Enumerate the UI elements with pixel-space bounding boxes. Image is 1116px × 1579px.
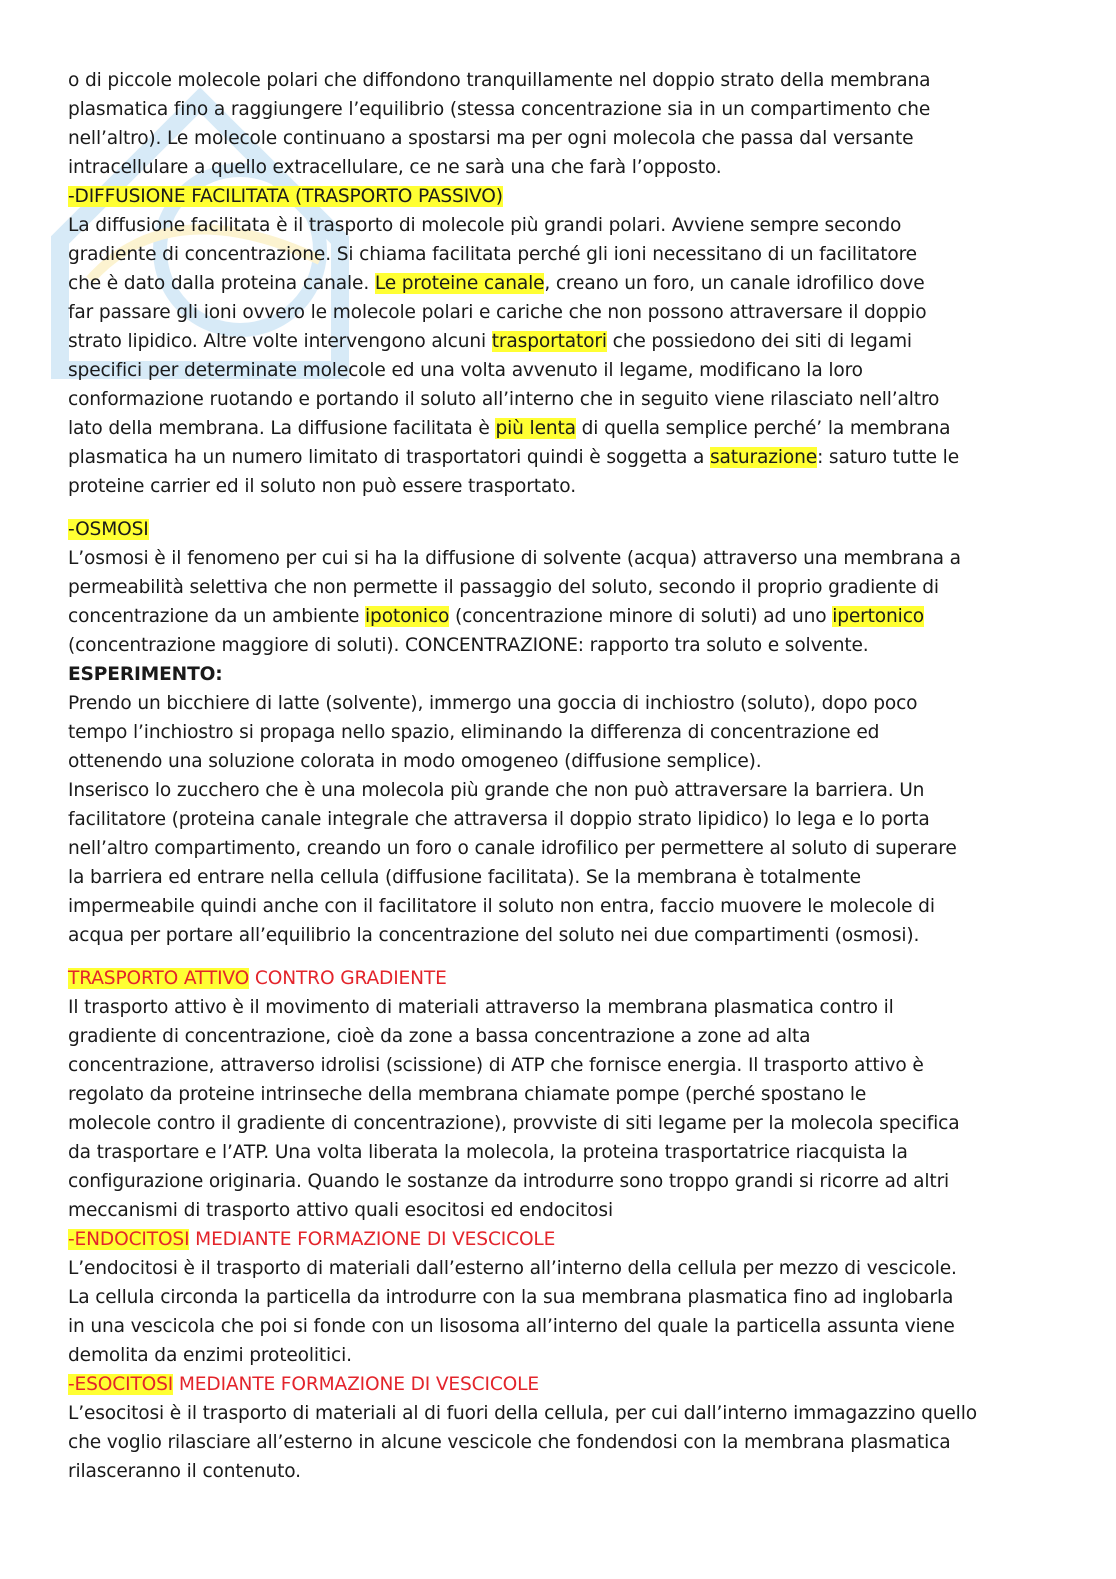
text-line: ottenendo una soluzione colorata in modo omogeneo (diffusione semplice). xyxy=(68,751,762,772)
highlight-piu-lenta: più lenta xyxy=(495,418,576,439)
text-line: demolita da enzimi proteolitici. xyxy=(68,1345,352,1366)
highlight-ipertonico: ipertonico xyxy=(832,606,924,627)
text-line: regolato da proteine intrinseche della membrana chiamate pompe (perché spostano le xyxy=(68,1084,867,1105)
text-line: L’osmosi è il fenomeno per cui si ha la diffusione di solvente (acqua) attraverso una membrana a xyxy=(68,548,961,569)
document-page xyxy=(68,66,1052,1486)
section-heading-esocitosi: -ESOCITOSI MEDIANTE FORMAZIONE DI VESCICOLE xyxy=(68,1374,539,1395)
text-line: che è dato dalla proteina canale. Le proteine canale, creano un foro, un canale idrofilico dove xyxy=(68,273,925,294)
text-line: Prendo un bicchiere di latte (solvente), immergo una goccia di inchiostro (soluto), dopo poco xyxy=(68,693,918,714)
text-line: che voglio rilasciare all’esterno in alcune vescicole che fondendosi con la membrana plasmatica xyxy=(68,1432,951,1453)
text-line: conformazione ruotando e portando il soluto all’interno che in seguito viene rilasciato nell’altro xyxy=(68,389,940,410)
heading-highlight: -ESOCITOSI xyxy=(68,1374,174,1395)
text-line: La diffusione facilitata è il trasporto di molecole più grandi polari. Avviene sempre secondo xyxy=(68,215,902,236)
text-line: (concentrazione maggiore di soluti). CONCENTRAZIONE: rapporto tra soluto e solvente. xyxy=(68,635,869,656)
text-line: Il trasporto attivo è il movimento di materiali attraverso la membrana plasmatica contro il xyxy=(68,997,894,1018)
text-line: concentrazione da un ambiente ipotonico (concentrazione minore di soluti) ad uno ipertonico xyxy=(68,606,924,627)
section-heading-diffusione-facilitata xyxy=(68,182,1052,211)
heading-highlight: -OSMOSI xyxy=(68,519,149,540)
text-line: far passare gli ioni ovvero le molecole polari e cariche che non possono attraversare il doppio xyxy=(68,302,927,323)
text-line: strato lipidico. Altre volte intervengono alcuni trasportatori che possiedono dei siti di legami xyxy=(68,331,912,352)
text-line: Inserisco lo zucchero che è una molecola più grande che non può attraversare la barriera. Un xyxy=(68,780,925,801)
text-line: specifici per determinate molecole ed una volta avvenuto il legame, modificano la loro xyxy=(68,360,863,381)
text-line: proteine carrier ed il soluto non può essere trasportato. xyxy=(68,476,576,497)
section-heading-osmosi xyxy=(68,515,1052,544)
intro-line: intracellulare a quello extracellulare, ce ne sarà una che farà l’opposto. xyxy=(68,157,722,178)
intro-line: nell’altro). Le molecole continuano a spostarsi ma per ogni molecola che passa dal versante xyxy=(68,128,914,149)
text-line: facilitatore (proteina canale integrale che attraversa il doppio strato lipidico) lo lega e lo porta xyxy=(68,809,930,830)
text-line: plasmatica ha un numero limitato di trasportatori quindi è soggetta a saturazione: saturo tutte le xyxy=(68,447,959,468)
text-line: L’esocitosi è il trasporto di materiali al di fuori della cellula, per cui dall’interno immagazzino quello xyxy=(68,1403,977,1424)
text-line: La cellula circonda la particella da introdurre con la sua membrana plasmatica fino ad inglobarla xyxy=(68,1287,954,1308)
heading-highlight: -DIFFUSIONE FACILITATA (TRASPORTO PASSIVO) xyxy=(68,186,503,207)
text-line: impermeabile quindi anche con il facilitatore il soluto non entra, faccio muovere le molecole di xyxy=(68,896,935,917)
text-line: in una vescicola che poi si fonde con un lisosoma all’interno del quale la particella assunta viene xyxy=(68,1316,955,1337)
text-line: gradiente di concentrazione. Si chiama facilitata perché gli ioni necessitano di un facilitatore xyxy=(68,244,917,265)
highlight-ipotonico: ipotonico xyxy=(365,606,450,627)
text-line: L’endocitosi è il trasporto di materiali dall’esterno all’interno della cellula per mezzo di vescicole. xyxy=(68,1258,957,1279)
text-line: rilasceranno il contenuto. xyxy=(68,1461,301,1482)
heading-highlight: TRASPORTO ATTIVO xyxy=(68,968,250,989)
highlight-trasportatori: trasportatori xyxy=(491,331,607,352)
text-line: meccanismi di trasporto attivo quali esocitosi ed endocitosi xyxy=(68,1200,613,1221)
text-line: configurazione originaria. Quando le sostanze da introdurre sono troppo grandi si ricorre ad altri xyxy=(68,1171,950,1192)
text-line: lato della membrana. La diffusione facilitata è più lenta di quella semplice perché’ la membrana xyxy=(68,418,951,439)
text-line: nell’altro compartimento, creando un foro o canale idrofilico per permettere al soluto di superare xyxy=(68,838,957,859)
heading-highlight: -ENDOCITOSI xyxy=(68,1229,190,1250)
text-line: tempo l’inchiostro si propaga nello spazio, eliminando la differenza di concentrazione ed xyxy=(68,722,880,743)
text-line: acqua per portare all’equilibrio la concentrazione del soluto nei due compartimenti (osmosi). xyxy=(68,925,920,946)
text-line: permeabilità selettiva che non permette il passaggio del soluto, secondo il proprio gradiente di xyxy=(68,577,939,598)
section-heading-endocitosi: -ENDOCITOSI MEDIANTE FORMAZIONE DI VESCICOLE xyxy=(68,1229,556,1250)
text-line: da trasportare e l’ATP. Una volta liberata la molecola, la proteina trasportatrice riacquista la xyxy=(68,1142,908,1163)
text-line: molecole contro il gradiente di concentrazione), provviste di siti legame per la molecola specifica xyxy=(68,1113,960,1134)
section-heading-trasporto-attivo: TRASPORTO ATTIVO CONTRO GRADIENTE xyxy=(68,968,447,989)
highlight-saturazione: saturazione xyxy=(709,447,818,468)
text-line: gradiente di concentrazione, cioè da zone a bassa concentrazione a zone ad alta xyxy=(68,1026,811,1047)
intro-line: plasmatica fino a raggiungere l’equilibrio (stessa concentrazione sia in un compartimento che xyxy=(68,99,931,120)
text-line: la barriera ed entrare nella cellula (diffusione facilitata). Se la membrana è totalmente xyxy=(68,867,861,888)
intro-line: o di piccole molecole polari che diffondono tranquillamente nel doppio strato della membrana xyxy=(68,70,931,91)
esperimento-heading: ESPERIMENTO: xyxy=(68,664,223,685)
text-line: concentrazione, attraverso idrolisi (scissione) di ATP che fornisce energia. Il trasporto attivo è xyxy=(68,1055,924,1076)
highlight-proteine-canale: Le proteine canale xyxy=(374,273,545,294)
